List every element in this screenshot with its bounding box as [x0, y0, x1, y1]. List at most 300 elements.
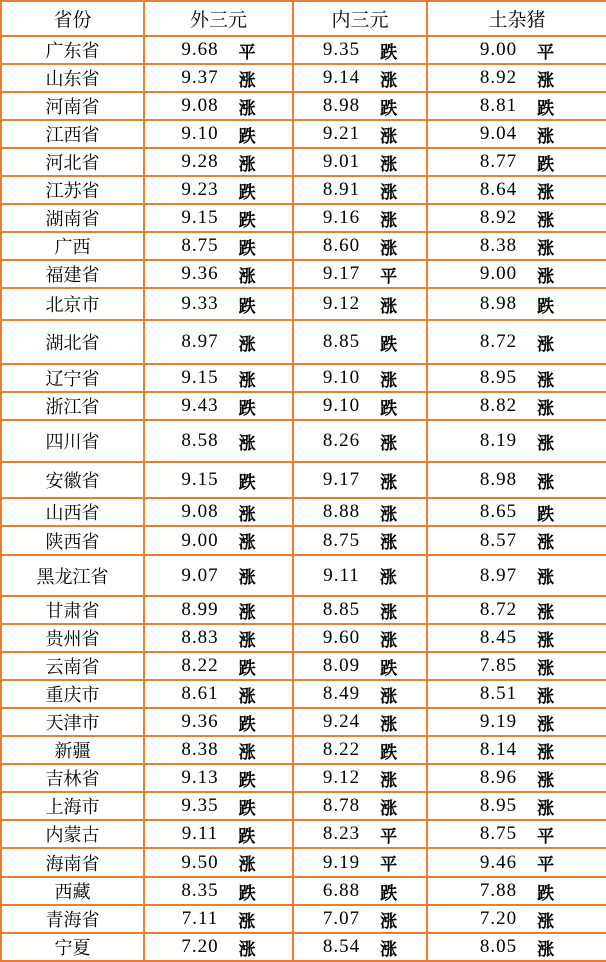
waisanyuan-cell	[144, 420, 293, 462]
province-name: 甘肃省	[45, 601, 100, 621]
trend-indicator: 涨	[537, 266, 555, 286]
trend-indicator: 平	[380, 266, 398, 286]
neisanyuan-cell	[293, 462, 427, 498]
price-value: 9.07	[181, 564, 219, 586]
province-name: 浙江省	[45, 397, 100, 417]
price-value: 8.75	[479, 823, 518, 844]
price-value: 8.26	[322, 430, 361, 451]
price-value: 9.08	[181, 501, 219, 522]
price-value: 9.13	[181, 767, 219, 788]
price-value: 9.00	[479, 263, 518, 284]
table-row	[1, 392, 606, 420]
neisanyuan-cell	[293, 877, 427, 905]
waisanyuan-cell	[144, 232, 293, 260]
waisanyuan-cell	[144, 364, 293, 392]
price-value: 9.17	[322, 263, 361, 284]
table-row	[1, 462, 606, 498]
price-value: 8.54	[322, 936, 361, 957]
province-name: 广东省	[45, 41, 100, 61]
tuzazhu-cell	[427, 792, 606, 820]
neisanyuan-cell	[293, 320, 427, 364]
province-name: 西藏	[54, 882, 91, 902]
neisanyuan-cell	[293, 288, 427, 320]
province-name: 河南省	[45, 97, 100, 117]
table-row	[1, 848, 606, 877]
table-row	[1, 260, 606, 288]
tuzazhu-cell	[427, 364, 606, 392]
table-row	[1, 420, 606, 462]
table-row	[1, 498, 606, 526]
table-row	[1, 680, 606, 708]
province-name: 新疆	[54, 741, 91, 761]
tuzazhu-cell	[427, 64, 606, 92]
trend-indicator: 跌	[238, 126, 256, 146]
province-name: 河北省	[45, 153, 100, 173]
province-name: 黑龙江省	[36, 566, 109, 587]
waisanyuan-cell	[144, 877, 293, 905]
trend-indicator: 涨	[537, 658, 555, 678]
trend-indicator: 涨	[537, 568, 555, 587]
tuzazhu-cell	[427, 120, 606, 148]
trend-indicator: 跌	[380, 42, 398, 62]
price-value: 8.83	[181, 627, 219, 648]
price-value: 9.19	[322, 851, 361, 873]
trend-indicator: 跌	[238, 714, 256, 734]
waisanyuan-cell	[144, 92, 293, 120]
trend-indicator: 涨	[380, 533, 398, 552]
price-value: 8.77	[479, 151, 518, 172]
province-cell	[1, 64, 144, 92]
price-value: 8.78	[322, 795, 361, 816]
trend-indicator: 涨	[379, 568, 397, 587]
province-name: 辽宁省	[45, 369, 100, 389]
province-name: 四川省	[45, 432, 100, 452]
price-value: 8.35	[181, 880, 219, 901]
price-value: 7.11	[181, 908, 219, 929]
waisanyuan-cell	[144, 36, 293, 64]
trend-indicator: 跌	[238, 883, 256, 903]
table-row	[1, 624, 606, 652]
trend-indicator: 涨	[537, 210, 555, 230]
trend-indicator: 跌	[380, 98, 398, 118]
table-row	[1, 176, 606, 204]
province-name: 湖南省	[45, 209, 100, 229]
table-row	[1, 933, 606, 961]
price-value: 9.37	[181, 67, 219, 88]
price-value: 9.28	[181, 151, 219, 172]
neisanyuan-cell	[293, 64, 427, 92]
tuzazhu-cell	[427, 36, 606, 64]
tuzazhu-cell	[427, 764, 606, 792]
price-value: 9.46	[479, 851, 518, 873]
trend-indicator: 涨	[238, 742, 256, 762]
province-name: 吉林省	[45, 769, 100, 789]
trend-indicator: 涨	[537, 398, 555, 418]
trend-indicator: 跌	[537, 504, 555, 524]
trend-indicator: 涨	[380, 433, 398, 453]
province-cell	[1, 877, 144, 905]
table-row	[1, 364, 606, 392]
trend-indicator: 跌	[380, 883, 398, 903]
waisanyuan-cell	[144, 148, 293, 176]
trend-indicator: 涨	[238, 154, 256, 174]
waisanyuan-cell	[144, 288, 293, 320]
waisanyuan-cell	[144, 392, 293, 420]
waisanyuan-cell	[144, 820, 293, 848]
trend-indicator: 涨	[537, 126, 555, 146]
trend-indicator: 涨	[238, 533, 256, 552]
waisanyuan-cell	[144, 680, 293, 708]
price-value: 9.35	[181, 795, 219, 816]
price-value: 8.45	[479, 627, 518, 648]
province-cell	[1, 764, 144, 792]
province-name: 江苏省	[45, 181, 100, 201]
neisanyuan-cell	[293, 232, 427, 260]
price-value: 9.01	[322, 151, 361, 172]
province-cell	[1, 848, 144, 877]
trend-indicator: 涨	[380, 911, 398, 931]
trend-indicator: 跌	[238, 770, 256, 790]
price-value: 7.20	[181, 936, 219, 957]
trend-indicator: 跌	[238, 210, 256, 230]
trend-indicator: 涨	[238, 433, 256, 453]
trend-indicator: 跌	[238, 472, 256, 492]
province-cell	[1, 420, 144, 462]
price-value: 9.16	[322, 207, 361, 228]
tuzazhu-cell	[427, 736, 606, 764]
neisanyuan-cell	[293, 498, 427, 526]
trend-indicator: 平	[380, 826, 398, 846]
price-value: 8.22	[181, 655, 219, 676]
trend-indicator: 涨	[238, 504, 256, 524]
price-value: 9.10	[322, 395, 361, 416]
price-value: 9.04	[479, 123, 518, 144]
trend-indicator: 涨	[537, 911, 555, 931]
tuzazhu-cell	[427, 148, 606, 176]
trend-indicator: 跌	[238, 658, 256, 678]
province-name: 山西省	[45, 503, 100, 523]
province-cell	[1, 288, 144, 320]
neisanyuan-cell	[293, 905, 427, 933]
trend-indicator: 涨	[380, 630, 398, 650]
waisanyuan-cell	[144, 526, 293, 555]
province-cell	[1, 708, 144, 736]
province-name: 重庆市	[45, 685, 100, 705]
price-value: 7.85	[479, 655, 518, 676]
neisanyuan-cell	[293, 148, 427, 176]
trend-indicator: 涨	[380, 182, 398, 202]
table-row	[1, 36, 606, 64]
price-value: 8.75	[322, 529, 361, 551]
trend-indicator: 涨	[537, 602, 555, 622]
table-row	[1, 877, 606, 905]
tuzazhu-cell	[427, 92, 606, 120]
trend-indicator: 涨	[238, 855, 256, 874]
tuzazhu-cell	[427, 933, 606, 961]
table-row	[1, 148, 606, 176]
trend-indicator: 跌	[380, 398, 398, 418]
trend-indicator: 跌	[537, 98, 555, 118]
province-cell	[1, 260, 144, 288]
trend-indicator: 跌	[537, 296, 555, 316]
price-value: 7.20	[479, 908, 518, 929]
province-cell	[1, 652, 144, 680]
trend-indicator: 涨	[238, 686, 256, 706]
trend-indicator: 涨	[238, 334, 256, 354]
column-header-waisanyuan: 外三元	[144, 1, 293, 36]
tuzazhu-cell	[427, 526, 606, 555]
table-body	[1, 36, 606, 961]
province-name: 湖北省	[45, 333, 100, 353]
price-value: 9.33	[181, 293, 219, 314]
price-value: 8.95	[479, 795, 518, 816]
waisanyuan-cell	[144, 64, 293, 92]
price-value: 9.35	[322, 39, 361, 60]
price-value: 8.51	[479, 683, 518, 704]
tuzazhu-cell	[427, 498, 606, 526]
price-value: 9.43	[181, 395, 219, 416]
trend-indicator: 跌	[238, 296, 256, 316]
column-header-province: 省份	[1, 1, 144, 36]
tuzazhu-cell	[427, 624, 606, 652]
column-header-neisanyuan: 内三元	[293, 1, 427, 36]
table-row	[1, 526, 606, 555]
tuzazhu-cell	[427, 555, 606, 596]
trend-indicator: 涨	[380, 370, 398, 390]
header-row	[1, 1, 606, 36]
price-value: 8.85	[322, 599, 361, 620]
table-row	[1, 555, 606, 596]
trend-indicator: 平	[537, 826, 555, 846]
province-cell	[1, 92, 144, 120]
trend-indicator: 涨	[380, 296, 398, 316]
province-cell	[1, 120, 144, 148]
tuzazhu-cell	[427, 596, 606, 624]
province-name: 云南省	[45, 657, 100, 677]
trend-indicator: 跌	[238, 238, 256, 258]
province-cell	[1, 596, 144, 624]
price-value: 8.95	[479, 367, 518, 388]
price-value: 8.57	[479, 529, 518, 551]
waisanyuan-cell	[144, 848, 293, 877]
province-name: 福建省	[45, 265, 100, 285]
price-value: 9.17	[322, 469, 361, 490]
price-value: 8.92	[479, 67, 518, 88]
price-value: 9.36	[181, 711, 219, 732]
waisanyuan-cell	[144, 320, 293, 364]
tuzazhu-cell	[427, 420, 606, 462]
trend-indicator: 涨	[537, 70, 555, 90]
price-value: 8.72	[479, 599, 518, 620]
waisanyuan-cell	[144, 596, 293, 624]
trend-indicator: 涨	[238, 70, 256, 90]
tuzazhu-cell	[427, 708, 606, 736]
trend-indicator: 涨	[537, 939, 555, 959]
table-row	[1, 905, 606, 933]
trend-indicator: 跌	[238, 798, 256, 818]
price-value: 8.92	[479, 207, 518, 228]
price-value: 9.24	[322, 711, 361, 732]
price-value: 9.19	[479, 711, 518, 732]
tuzazhu-cell	[427, 260, 606, 288]
price-value: 8.98	[322, 95, 361, 116]
province-name: 天津市	[45, 713, 100, 733]
province-name: 江西省	[45, 125, 100, 145]
table-row	[1, 736, 606, 764]
trend-indicator: 涨	[238, 370, 256, 390]
tuzazhu-cell	[427, 905, 606, 933]
trend-indicator: 涨	[238, 266, 256, 286]
trend-indicator: 涨	[380, 70, 398, 90]
neisanyuan-cell	[293, 92, 427, 120]
neisanyuan-cell	[293, 364, 427, 392]
trend-indicator: 跌	[238, 182, 256, 202]
price-value: 8.22	[322, 739, 361, 760]
price-value: 8.38	[181, 739, 219, 760]
waisanyuan-cell	[144, 498, 293, 526]
tuzazhu-cell	[427, 288, 606, 320]
neisanyuan-cell	[293, 260, 427, 288]
price-value: 8.91	[322, 179, 361, 200]
price-value: 6.88	[322, 880, 361, 901]
trend-indicator: 跌	[380, 658, 398, 678]
trend-indicator: 涨	[537, 770, 555, 790]
price-value: 8.96	[479, 767, 518, 788]
province-cell	[1, 176, 144, 204]
trend-indicator: 涨	[537, 714, 555, 734]
table-row	[1, 596, 606, 624]
waisanyuan-cell	[144, 708, 293, 736]
trend-indicator: 涨	[537, 798, 555, 818]
trend-indicator: 平	[537, 855, 555, 874]
province-cell	[1, 680, 144, 708]
trend-indicator: 跌	[238, 398, 256, 418]
province-cell	[1, 204, 144, 232]
price-value: 8.14	[479, 739, 518, 760]
neisanyuan-cell	[293, 652, 427, 680]
province-name: 青海省	[45, 910, 100, 930]
table-row	[1, 792, 606, 820]
price-value: 9.50	[181, 851, 219, 873]
tuzazhu-cell	[427, 232, 606, 260]
trend-indicator: 跌	[380, 334, 398, 354]
province-name: 宁夏	[54, 938, 91, 958]
table-row	[1, 120, 606, 148]
neisanyuan-cell	[293, 820, 427, 848]
trend-indicator: 涨	[380, 504, 398, 524]
trend-indicator: 涨	[238, 602, 256, 622]
tuzazhu-cell	[427, 462, 606, 498]
trend-indicator: 跌	[537, 154, 555, 174]
trend-indicator: 涨	[380, 714, 398, 734]
price-value: 8.85	[322, 331, 361, 352]
price-value: 9.00	[479, 39, 518, 60]
neisanyuan-cell	[293, 204, 427, 232]
neisanyuan-cell	[293, 596, 427, 624]
province-name: 北京市	[45, 295, 100, 315]
price-value: 9.10	[322, 367, 361, 388]
price-value: 8.98	[479, 293, 518, 314]
price-value: 9.12	[322, 293, 361, 314]
price-value: 8.49	[322, 683, 361, 704]
trend-indicator: 平	[537, 42, 555, 62]
price-value: 8.88	[322, 501, 361, 522]
table-row	[1, 652, 606, 680]
price-value: 9.11	[181, 823, 219, 844]
trend-indicator: 涨	[537, 334, 555, 354]
price-value: 8.72	[479, 331, 518, 352]
trend-indicator: 涨	[537, 370, 555, 390]
tuzazhu-cell	[427, 848, 606, 877]
waisanyuan-cell	[144, 792, 293, 820]
province-cell	[1, 364, 144, 392]
trend-indicator: 涨	[238, 630, 256, 650]
price-value: 9.15	[181, 207, 219, 228]
trend-indicator: 跌	[238, 826, 256, 846]
waisanyuan-cell	[144, 764, 293, 792]
price-value: 8.38	[479, 235, 518, 256]
tuzazhu-cell	[427, 176, 606, 204]
waisanyuan-cell	[144, 260, 293, 288]
trend-indicator: 涨	[537, 742, 555, 762]
trend-indicator: 涨	[380, 939, 398, 959]
price-value: 8.65	[479, 501, 518, 522]
price-value: 9.00	[181, 529, 219, 551]
neisanyuan-cell	[293, 624, 427, 652]
neisanyuan-cell	[293, 176, 427, 204]
waisanyuan-cell	[144, 176, 293, 204]
waisanyuan-cell	[144, 120, 293, 148]
trend-indicator: 跌	[380, 742, 398, 762]
tuzazhu-cell	[427, 680, 606, 708]
trend-indicator: 涨	[238, 939, 256, 959]
trend-indicator: 跌	[537, 883, 555, 903]
neisanyuan-cell	[293, 526, 427, 555]
province-name: 上海市	[45, 797, 100, 817]
province-cell	[1, 392, 144, 420]
waisanyuan-cell	[144, 736, 293, 764]
table-row	[1, 708, 606, 736]
price-value: 8.97	[479, 564, 518, 586]
neisanyuan-cell	[293, 792, 427, 820]
province-name: 海南省	[45, 853, 100, 874]
trend-indicator: 涨	[380, 686, 398, 706]
price-value: 8.58	[181, 430, 219, 451]
price-value: 8.19	[479, 430, 518, 451]
province-cell	[1, 232, 144, 260]
tuzazhu-cell	[427, 820, 606, 848]
tuzazhu-cell	[427, 320, 606, 364]
price-value: 9.14	[322, 67, 361, 88]
table-row	[1, 204, 606, 232]
price-value: 8.64	[479, 179, 518, 200]
province-name: 广西	[54, 237, 91, 257]
trend-indicator: 平	[380, 855, 398, 874]
price-value: 8.75	[181, 235, 219, 256]
neisanyuan-cell	[293, 555, 427, 596]
province-cell	[1, 526, 144, 555]
trend-indicator: 涨	[537, 472, 555, 492]
column-header-tuzazhu: 土杂猪	[427, 1, 606, 36]
waisanyuan-cell	[144, 933, 293, 961]
waisanyuan-cell	[144, 462, 293, 498]
price-value: 8.05	[479, 936, 518, 957]
table-row	[1, 92, 606, 120]
trend-indicator: 涨	[238, 911, 256, 931]
province-name: 陕西省	[45, 531, 100, 552]
price-value: 9.68	[181, 39, 219, 60]
table-row	[1, 820, 606, 848]
